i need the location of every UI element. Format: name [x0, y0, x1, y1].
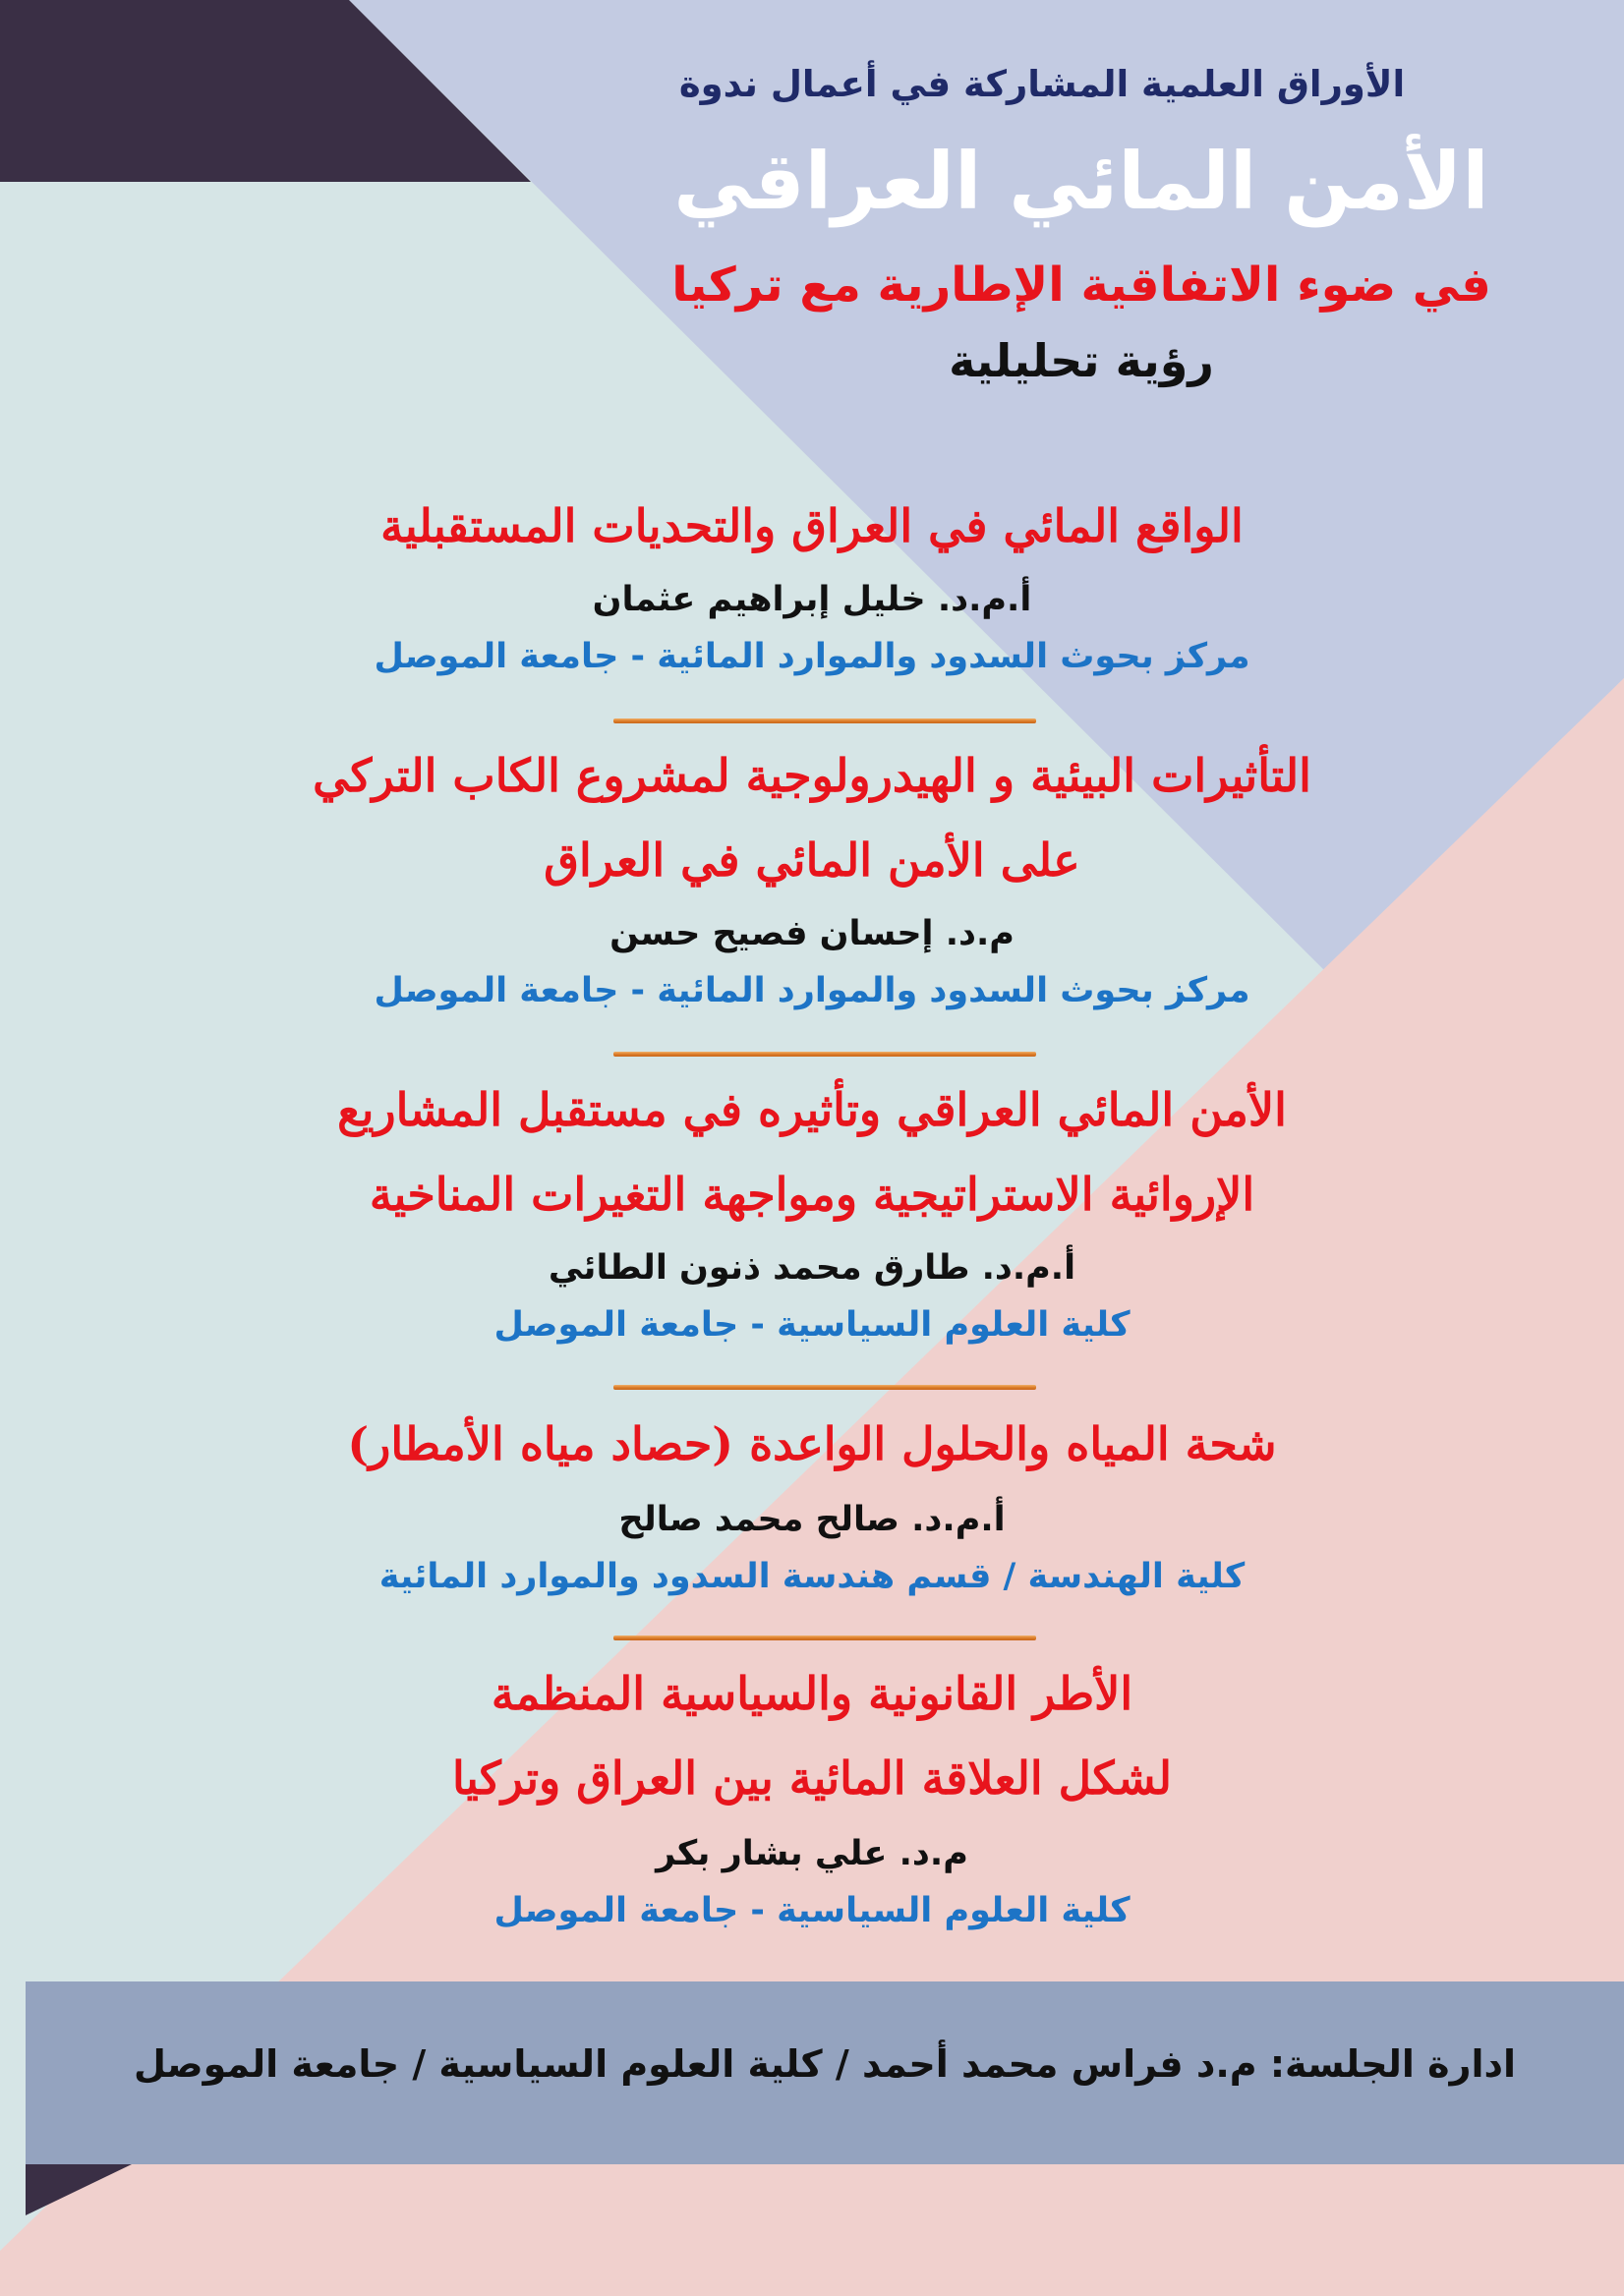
divider-4 — [613, 1636, 1036, 1640]
paper-4-title-line-1: شحة المياه والحلول الواعدة (حصاد مياه الأمطار) — [347, 1417, 1277, 1470]
divider-3 — [613, 1385, 1036, 1390]
paper-1-author: أ.م.د. خليل إبراهيم عثمان — [592, 580, 1032, 619]
paper-4-author: أ.م.د. صالح محمد صالح — [618, 1500, 1006, 1539]
header-title: الأمن المائي العراقي — [673, 136, 1489, 227]
paper-3-affiliation: كلية العلوم السياسية - جامعة الموصل — [493, 1305, 1131, 1345]
footer-notch-triangle — [26, 2164, 132, 2215]
paper-1-title-line-1: الواقع المائي في العراق والتحديات المستقبلية — [380, 499, 1244, 552]
header-subtitle-analytical: رؤية تحليلية — [949, 334, 1214, 387]
paper-4-affiliation: كلية الهندسة / قسم هندسة السدود والموارد المائية — [378, 1557, 1246, 1596]
paper-3-author: أ.م.د. طارق محمد ذنون الطائي — [548, 1248, 1076, 1288]
session-chair-text: ادارة الجلسة: م.د فراس محمد أحمد / كلية العلوم السياسية / جامعة الموصل — [133, 2042, 1517, 2086]
divider-2 — [613, 1052, 1036, 1057]
paper-3-title-line-2: الإروائية الاستراتيجية ومواجهة التغيرات المناخية — [369, 1168, 1255, 1221]
paper-1-affiliation: مركز بحوث السدود والموارد المائية - جامعة الموصل — [374, 637, 1250, 676]
paper-3-title-line-1: الأمن المائي العراقي وتأثيره في مستقبل المشاريع — [337, 1083, 1287, 1136]
paper-5-title-line-1: الأطر القانونية والسياسية المنظمة — [491, 1667, 1133, 1720]
paper-2-title-line-1: التأثيرات البيئية و الهيدرولوجية لمشروع الكاب التركي — [313, 749, 1311, 802]
paper-5-affiliation: كلية العلوم السياسية - جامعة الموصل — [493, 1891, 1131, 1930]
divider-1 — [613, 718, 1036, 723]
header-subtitle: في ضوء الاتفاقية الإطارية مع تركيا — [671, 258, 1491, 313]
paper-5-author: م.د. علي بشار بكر — [656, 1834, 968, 1873]
paper-2-affiliation: مركز بحوث السدود والموارد المائية - جامعة الموصل — [374, 971, 1250, 1010]
paper-5-title-line-2: لشكل العلاقة المائية بين العراق وتركيا — [452, 1751, 1172, 1805]
paper-2-title-line-2: على الأمن المائي في العراق — [544, 833, 1080, 887]
header-pre-title: الأوراق العلمية المشاركة في أعمال ندوة — [678, 63, 1406, 105]
paper-2-author: م.د. إحسان فصيح حسن — [609, 914, 1015, 953]
